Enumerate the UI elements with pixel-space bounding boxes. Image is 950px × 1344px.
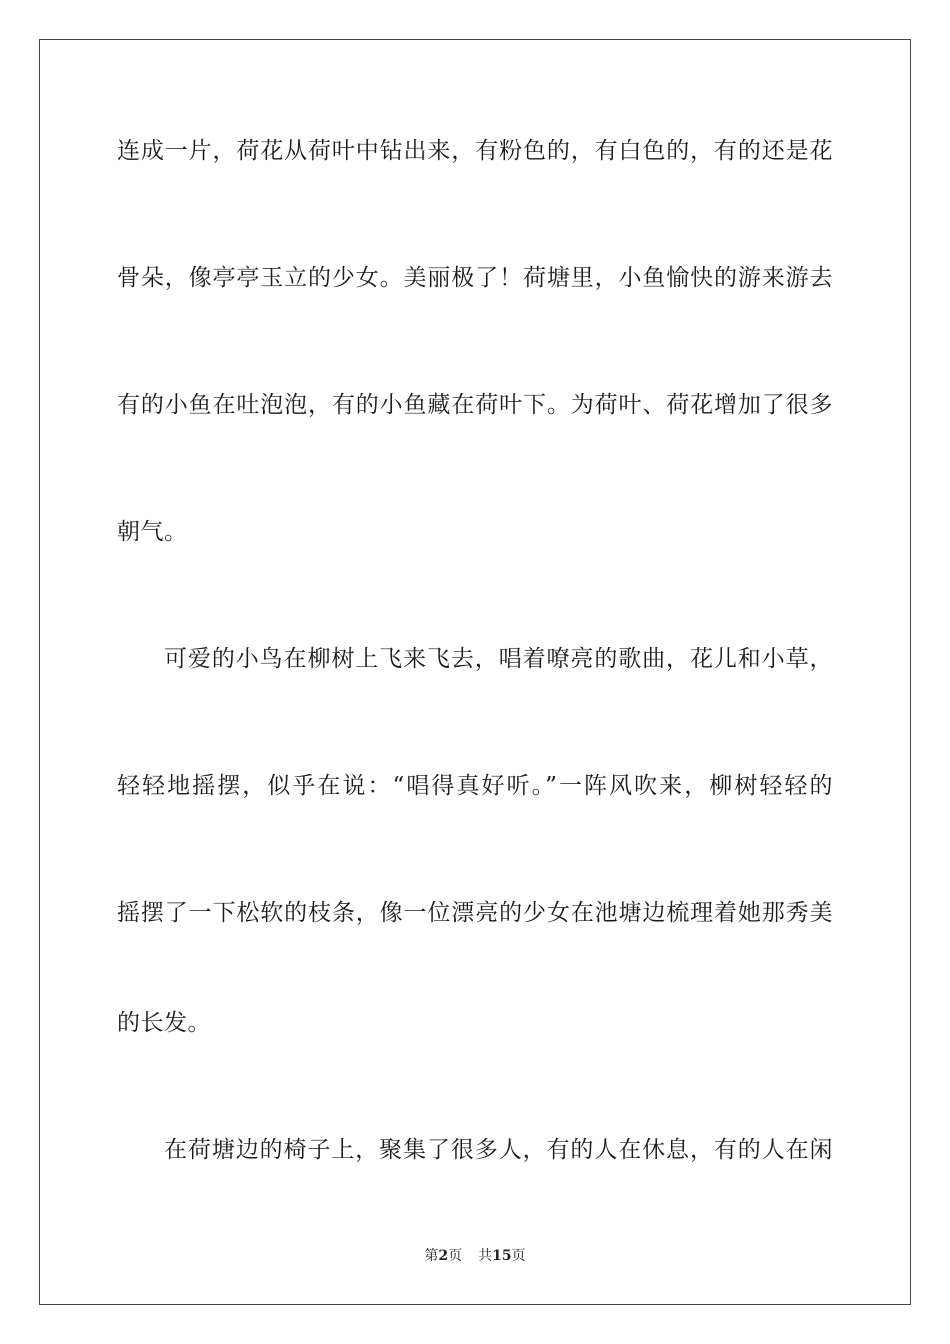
body-line-8: 的长发。 [117, 1010, 211, 1036]
page-suffix: 页 [448, 1248, 463, 1264]
body-line-1: 连成一片，荷花从荷叶中钻出来，有粉色的，有白色的，有的还是花 [117, 138, 833, 164]
body-line-9: 在荷塘边的椅子上，聚集了很多人，有的人在休息，有的人在闲 [164, 1137, 833, 1163]
body-line-5: 可爱的小鸟在柳树上飞来飞去，唱着嘹亮的歌曲，花儿和小草， [164, 646, 833, 672]
total-suffix: 页 [511, 1248, 526, 1264]
total-pages: 15 [492, 1248, 512, 1264]
body-line-4: 朝气。 [117, 519, 188, 545]
body-line-6: 轻轻地摇摆，似乎在说：“唱得真好听。”一阵风吹来，柳树轻轻的 [117, 773, 833, 799]
body-line-2: 骨朵，像亭亭玉立的少女。美丽极了！荷塘里，小鱼愉快的游来游去 [117, 265, 833, 291]
body-line-3: 有的小鱼在吐泡泡，有的小鱼藏在荷叶下。为荷叶、荷花增加了很多 [117, 392, 833, 418]
page-prefix: 第 [424, 1248, 439, 1264]
body-line-7: 摇摆了一下松软的枝条，像一位漂亮的少女在池塘边梳理着她那秀美 [117, 900, 833, 926]
page-footer [0, 1247, 950, 1265]
total-prefix: 共 [478, 1248, 493, 1264]
page-number: 2 [438, 1248, 449, 1264]
